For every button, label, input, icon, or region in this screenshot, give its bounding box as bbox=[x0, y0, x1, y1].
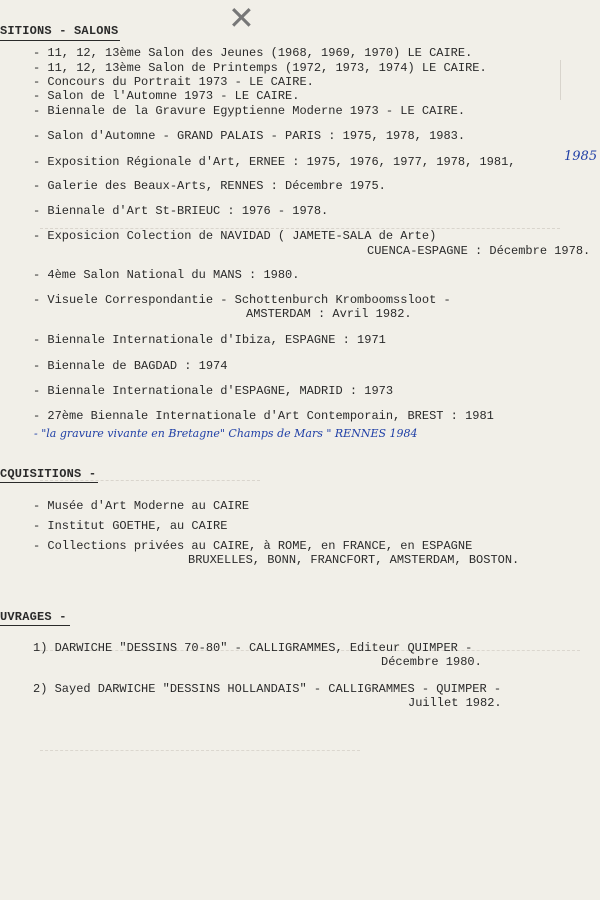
handwritten-note: - "la gravure vivante en Bretagne" Champs de Mars " RENNES 1984 bbox=[34, 427, 418, 440]
heading-underline bbox=[0, 625, 70, 626]
list-item: - Visuele Correspondantie - Schottenburch Kromboomssloot - bbox=[33, 293, 451, 307]
handwritten-year: 1985 bbox=[564, 149, 598, 164]
list-item: - Biennale Internationale d'Ibiza, ESPAGNE : 1971 bbox=[33, 333, 386, 347]
list-item: - Exposition Régionale d'Art, ERNEE : 1975, 1976, 1977, 1978, 1981, bbox=[33, 155, 516, 169]
list-item: - Biennale de la Gravure Egyptienne Moderne 1973 - LE CAIRE. bbox=[33, 104, 466, 118]
list-item: - Musée d'Art Moderne au CAIRE bbox=[33, 499, 250, 513]
heading-underline bbox=[0, 482, 98, 483]
list-item: - Galerie des Beaux-Arts, RENNES : Décembre 1975. bbox=[33, 179, 386, 193]
list-item: - Biennale d'Art St-BRIEUC : 1976 - 1978. bbox=[33, 204, 329, 218]
list-item bbox=[33, 229, 436, 244]
list-item: - 11, 12, 13ème Salon des Jeunes (1968, 1969, 1970) LE CAIRE. bbox=[33, 46, 473, 60]
section-heading-acquisitions: CQUISITIONS - bbox=[0, 467, 97, 481]
list-item-continuation: Juillet 1982. bbox=[408, 696, 502, 710]
section-heading-ouvrages: UVRAGES - bbox=[0, 610, 67, 624]
list-item-continuation: AMSTERDAM : Avril 1982. bbox=[246, 307, 412, 321]
list-item: - Salon d'Automne - GRAND PALAIS - PARIS : 1975, 1978, 1983. bbox=[33, 129, 466, 143]
heading-underline bbox=[0, 40, 120, 41]
list-item: - 4ème Salon National du MANS : 1980. bbox=[33, 268, 300, 282]
list-item-continuation: Décembre 1980. bbox=[381, 655, 482, 669]
crossed-mark: ✕ bbox=[228, 0, 255, 37]
list-item: - Biennale de BAGDAD : 1974 bbox=[33, 359, 228, 373]
list-item-continuation: CUENCA-ESPAGNE : Décembre 1978. bbox=[367, 244, 591, 258]
list-item: - 27ème Biennale Internationale d'Art Contemporain, BREST : 1981 bbox=[33, 409, 494, 423]
section-heading-expositions: SITIONS - SALONS bbox=[0, 24, 119, 38]
list-item: - Collections privées au CAIRE, à ROME, en FRANCE, en ESPAGNE bbox=[33, 539, 473, 553]
list-item: - Concours du Portrait 1973 - LE CAIRE. bbox=[33, 75, 314, 89]
list-item: - Biennale Internationale d'ESPAGNE, MADRID : 1973 bbox=[33, 384, 394, 398]
list-item: - 11, 12, 13ème Salon de Printemps (1972, 1973, 1974) LE CAIRE. bbox=[33, 61, 487, 75]
list-item: - Institut GOETHE, au CAIRE bbox=[33, 519, 228, 533]
list-item: 2) Sayed DARWICHE "DESSINS HOLLANDAIS" - CALLIGRAMMES - QUIMPER - bbox=[33, 682, 502, 696]
list-item: 1) DARWICHE "DESSINS 70-80" - CALLIGRAMMES, Editeur QUIMPER - bbox=[33, 641, 473, 655]
list-item-continuation: BRUXELLES, BONN, FRANCFORT, AMSTERDAM, BOSTON. bbox=[188, 553, 520, 567]
list-item: - Salon de l'Automne 1973 - LE CAIRE. bbox=[33, 89, 300, 103]
list-item-text: - Exposicion Colection de NAVIDAD ( JAMETE-SALA de Arte) bbox=[33, 229, 437, 243]
